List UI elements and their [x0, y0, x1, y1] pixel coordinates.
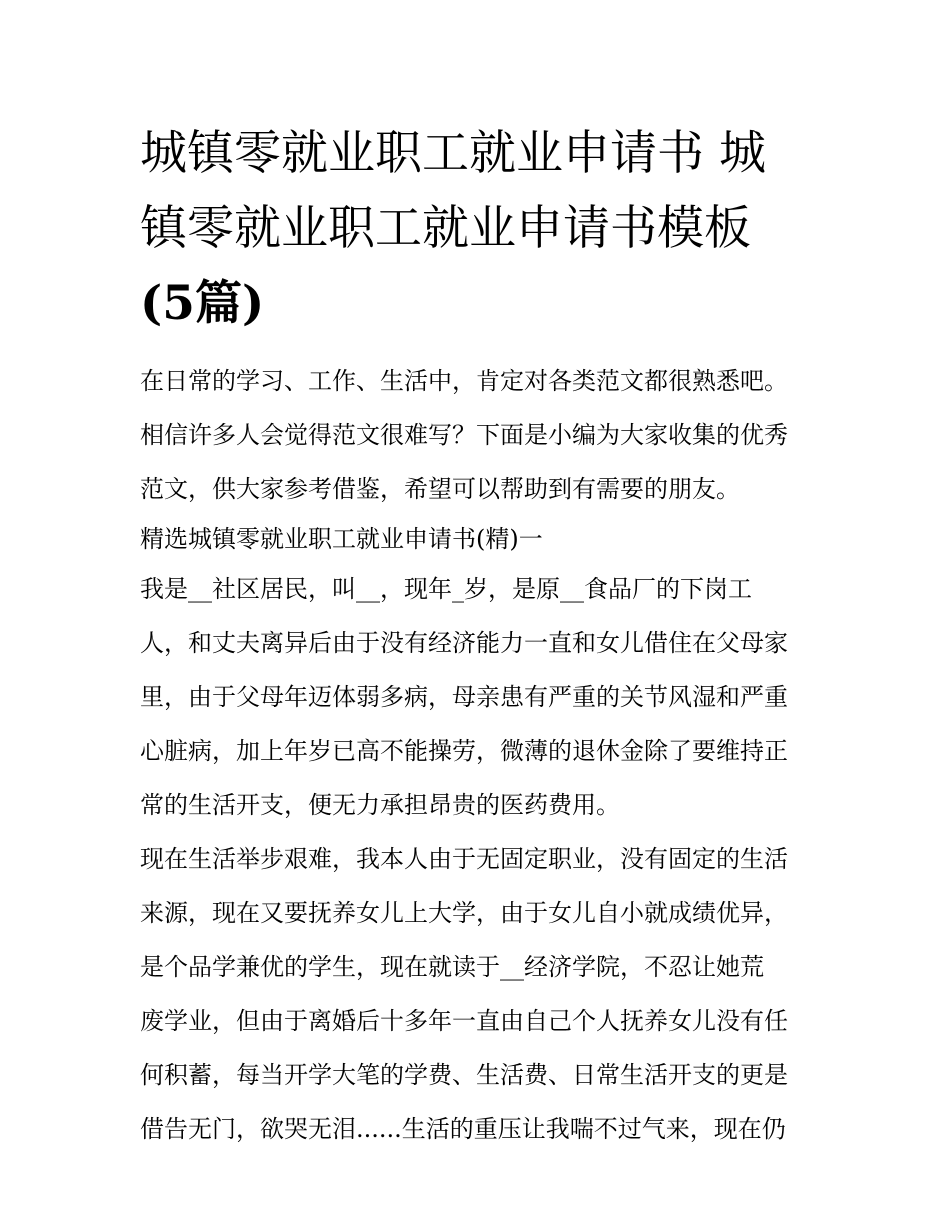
text-line: 现在生活举步艰难，我本人由于无固定职业，没有固定的生活	[140, 845, 788, 873]
text-line: 是个品学兼优的学生，现在就读于__经济学院，不忍让她荒	[140, 953, 764, 981]
document-body	[140, 354, 820, 1156]
text-line: 常的生活开支，便无力承担昂贵的医药费用。	[140, 791, 620, 819]
text-line: 废学业，但由于离婚后十多年一直由自己个人抚养女儿没有任	[140, 1007, 788, 1035]
section-heading: 精选城镇零就业职工就业申请书(精)一	[140, 525, 543, 553]
text-line: 我是__社区居民，叫__，现年_岁，是原__食品厂的下岗工	[140, 575, 752, 603]
paragraph-2	[140, 832, 820, 1156]
text-line: 里，由于父母年迈体弱多病，母亲患有严重的关节风湿和严重	[140, 683, 788, 711]
text-line: 借告无门，欲哭无泪......生活的重压让我喘不过气来，现在仍	[140, 1115, 786, 1143]
document-title	[140, 116, 820, 341]
paragraph-1	[140, 562, 820, 832]
intro-paragraph	[140, 354, 820, 516]
text-line: 相信许多人会觉得范文很难写？下面是小编为大家收集的优秀	[140, 421, 788, 449]
text-line: 范文，供大家参考借鉴，希望可以帮助到有需要的朋友。	[140, 475, 740, 503]
title-line: (5篇)	[140, 276, 265, 331]
text-line: 在日常的学习、工作、生活中，肯定对各类范文都很熟悉吧。	[140, 367, 788, 395]
text-line: 何积蓄，每当开学大笔的学费、生活费、日常生活开支的更是	[140, 1061, 788, 1089]
text-line: 心脏病，加上年岁已高不能操劳，微薄的退休金除了要维持正	[140, 737, 788, 765]
title-line: 城镇零就业职工就业申请书 城	[140, 126, 766, 181]
title-line: 镇零就业职工就业申请书模板	[140, 201, 751, 256]
text-line: 人，和丈夫离异后由于没有经济能力一直和女儿借住在父母家	[140, 629, 788, 657]
text-line: 来源，现在又要抚养女儿上大学，由于女儿自小就成绩优异，	[140, 899, 788, 927]
